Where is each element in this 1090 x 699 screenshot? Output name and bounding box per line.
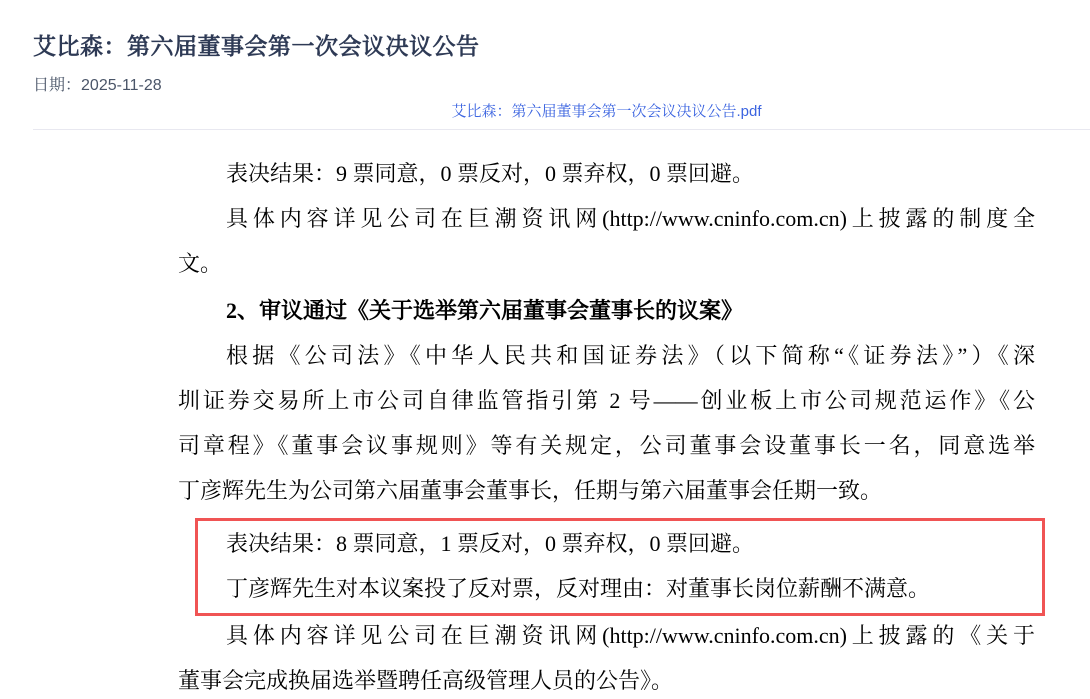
pdf-attachment-link[interactable]: 艾比森：第六届董事会第一次会议决议公告.pdf — [451, 103, 762, 120]
document-viewer — [178, 0, 1035, 699]
page-title: 艾比森：第六届董事会第一次会议决议公告 — [33, 33, 480, 59]
doc-line: 司章程》《董事会议事规则》等有关规定，公司董事会设董事长一名，同意选举 — [178, 433, 1035, 458]
doc-line: 表决结果：9 票同意，0 票反对，0 票弃权，0 票回避。 — [226, 161, 755, 186]
doc-line-vote-result: 表决结果：8 票同意，1 票反对，0 票弃权，0 票回避。 — [226, 531, 755, 556]
doc-line: 具体内容详见公司在巨潮资讯网(http://www.cninfo.com.cn)上披露的《关于 — [226, 623, 1035, 648]
doc-line: 文。 — [178, 251, 223, 276]
date-value: 2025-11-28 — [81, 77, 162, 94]
doc-line: 根据《公司法》《中华人民共和国证券法》（以下简称“《证券法》”）《深 — [226, 343, 1035, 368]
date-label: 日期： — [33, 77, 82, 94]
date-row — [33, 72, 162, 95]
doc-line: 具体内容详见公司在巨潮资讯网(http://www.cninfo.com.cn)上披露的制度全 — [226, 206, 1035, 231]
doc-section-heading: 2、审议通过《关于选举第六届董事会董事长的议案》 — [226, 298, 744, 323]
doc-line: 丁彦辉先生为公司第六届董事会董事长，任期与第六届董事会任期一致。 — [178, 478, 883, 503]
doc-line-dissent-reason: 丁彦辉先生对本议案投了反对票，反对理由：对董事长岗位薪酬不满意。 — [226, 576, 931, 601]
doc-line: 董事会完成换届选举暨聘任高级管理人员的公告》。 — [178, 668, 674, 693]
doc-line: 圳证券交易所上市公司自律监管指引第 2 号——创业板上市公司规范运作》《公 — [178, 388, 1035, 413]
